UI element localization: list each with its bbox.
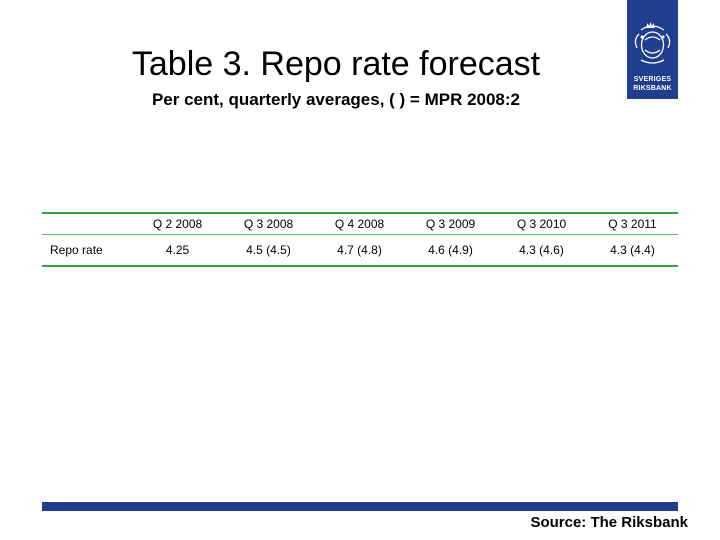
table-header-cell: Q 3 2011: [608, 217, 657, 231]
table-header-cell: Q 3 2008: [243, 217, 294, 231]
table-header-row: [42, 214, 678, 234]
table-cell: 4.5 (4.5): [246, 243, 291, 257]
table-bottom-rule: [42, 265, 678, 267]
riksbank-logo: [627, 0, 678, 99]
table-row: [42, 235, 678, 265]
source-note: Source: The Riksbank: [530, 514, 688, 531]
page-title: Table 3. Repo rate forecast: [131, 45, 541, 83]
table-cell: 4.25: [165, 243, 190, 257]
table-cell: 4.7 (4.8): [337, 243, 382, 257]
footer-bar: [42, 502, 678, 511]
logo-text-line2: RIKSBANK: [633, 85, 672, 92]
table-header-cell: Q 4 2008: [334, 217, 385, 231]
row-label: Repo rate: [50, 243, 103, 257]
page-subtitle: Per cent, quarterly averages, ( ) = MPR 2008:2: [151, 90, 521, 109]
crest-icon: [627, 0, 678, 76]
logo-text-line1: SVERIGES: [633, 76, 672, 83]
table-header-cell: Q 3 2010: [516, 217, 567, 231]
table-header-cell: Q 2 2008: [152, 217, 203, 231]
table-cell: 4.6 (4.9): [428, 243, 473, 257]
table-cell: 4.3 (4.6): [519, 243, 564, 257]
forecast-table: [42, 212, 678, 267]
table-cell: 4.3 (4.4): [610, 243, 655, 257]
table-header-cell: Q 3 2009: [425, 217, 476, 231]
